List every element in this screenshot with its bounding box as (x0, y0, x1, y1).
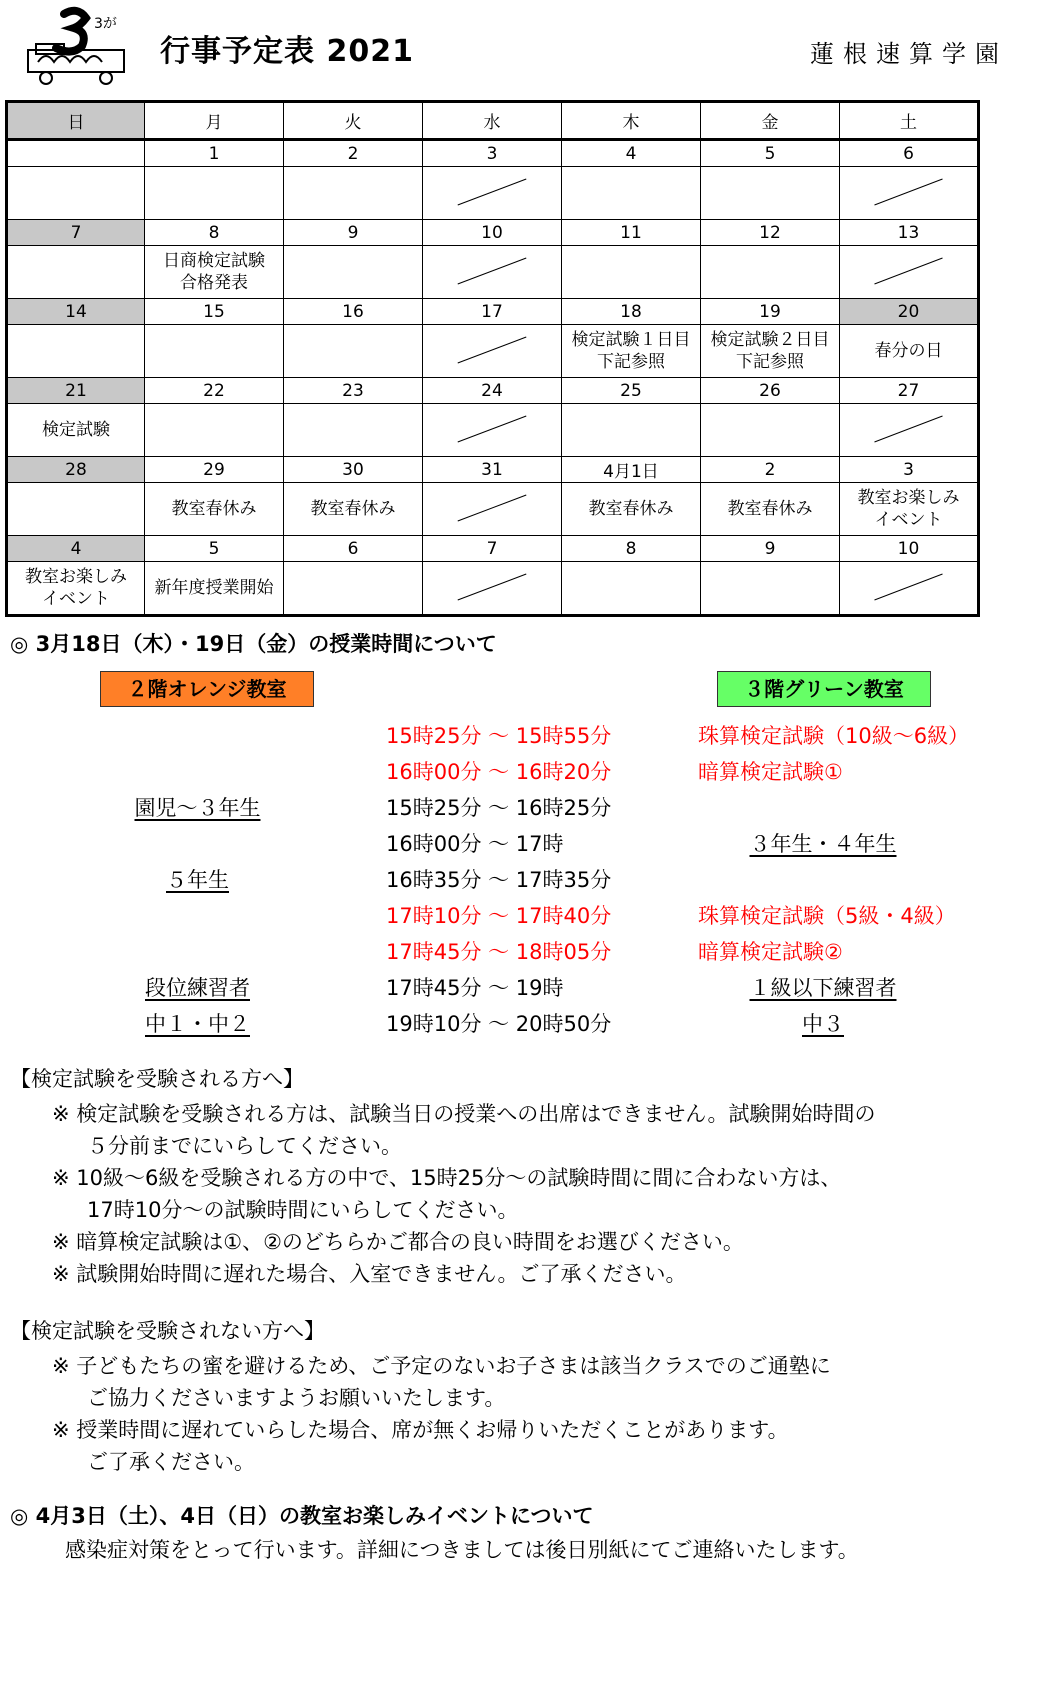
event-cell (284, 167, 423, 220)
schedule-title: ◎ 3月18日（木）・19日（金）の授業時間について (10, 632, 497, 656)
date-number: 6 (284, 536, 423, 562)
date-number: 9 (701, 536, 840, 562)
event-row (7, 325, 979, 378)
event-cell (701, 325, 840, 378)
event-cell (7, 167, 145, 220)
note-line: ※ 暗算検定試験は①、②のどちらかご都合の良い時間をお選びください。 (52, 1230, 744, 1254)
grade-label: 段位練習者 (145, 976, 250, 1000)
no-class-slash-icon (840, 167, 977, 219)
date-number: 7 (423, 536, 562, 562)
date-number: 13 (840, 220, 979, 246)
time-range: 16時35分 ～ 17時35分 (386, 868, 612, 892)
event-cell (562, 562, 701, 616)
date-number: 29 (145, 457, 284, 483)
event-cell (145, 483, 284, 536)
event-cell (562, 404, 701, 457)
event-cell (145, 167, 284, 220)
event-text: 教室春休み (727, 499, 813, 519)
event-cell (284, 404, 423, 457)
event-cell (840, 562, 979, 616)
no-class-slash-icon (423, 246, 561, 298)
event-cell (562, 483, 701, 536)
event-cell (701, 246, 840, 299)
event-cell (145, 325, 284, 378)
no-class-slash-icon (423, 562, 561, 614)
date-number: 20 (840, 299, 979, 325)
date-number: 23 (284, 378, 423, 404)
event-cell (701, 167, 840, 220)
event-text: 新年度授業開始 (154, 578, 274, 598)
exam-label: 暗算検定試験② (698, 940, 843, 964)
event-text: 検定試験 (42, 420, 110, 440)
page-title: 行事予定表 2021 (160, 34, 414, 69)
time-range: 15時25分 ～ 16時25分 (386, 796, 612, 820)
no-class-slash-icon (423, 325, 561, 377)
date-number: 6 (840, 140, 979, 167)
event-row (7, 483, 979, 536)
event-cell (840, 246, 979, 299)
event-section-body: 感染症対策をとって行います。詳細につきましては後日別紙にてご連絡いたします。 (65, 1538, 859, 1562)
event-cell (145, 246, 284, 299)
date-number: 9 (284, 220, 423, 246)
event-cell (284, 483, 423, 536)
event-cell (562, 246, 701, 299)
note-line: ※ 10級～6級を受験される方の中で、15時25分～の試験時間に間に合わない方は、 (52, 1166, 842, 1190)
event-text: 春分の日 (874, 341, 943, 361)
no-class-slash-icon (840, 404, 977, 456)
date-number: 10 (423, 220, 562, 246)
event-cell (145, 562, 284, 616)
weekday-header: 火 (284, 102, 423, 140)
event-text: 教室お楽しみ イベント (25, 567, 127, 609)
event-cell (7, 483, 145, 536)
time-range: 17時10分 ～ 17時40分 (386, 904, 612, 928)
date-number: 4月1日 (562, 457, 701, 483)
note-line: ご了承ください。 (87, 1450, 255, 1474)
time-range: 15時25分 ～ 15時55分 (386, 724, 612, 748)
date-row (7, 457, 979, 483)
note-line: ご協力くださいますようお願いいたします。 (87, 1386, 506, 1410)
event-cell (840, 404, 979, 457)
event-cell (423, 325, 562, 378)
grade-label: 中３ (802, 1012, 844, 1036)
date-number: 4 (562, 140, 701, 167)
room-green-label: ３階グリーン教室 (717, 671, 931, 707)
event-text: 教室お楽しみ イベント (857, 488, 960, 530)
no-class-slash-icon (423, 404, 561, 456)
event-cell (284, 325, 423, 378)
event-row (7, 562, 979, 616)
date-number: 16 (284, 299, 423, 325)
event-calendar (5, 100, 980, 617)
event-cell (701, 483, 840, 536)
logo-text: 3が (94, 16, 117, 32)
date-row (7, 299, 979, 325)
event-cell (145, 404, 284, 457)
time-range: 16時00分 ～ 16時20分 (386, 760, 612, 784)
date-row (7, 140, 979, 167)
date-number: 11 (562, 220, 701, 246)
date-number: 17 (423, 299, 562, 325)
grade-label: 園児～３年生 (134, 796, 261, 820)
time-range: 17時45分 ～ 19時 (386, 976, 564, 1000)
date-number: 8 (145, 220, 284, 246)
event-cell (423, 246, 562, 299)
date-number: 19 (701, 299, 840, 325)
date-number (7, 140, 145, 167)
event-cell (840, 325, 979, 378)
event-cell (423, 483, 562, 536)
date-number: 1 (145, 140, 284, 167)
event-cell (701, 404, 840, 457)
date-number: 28 (7, 457, 145, 483)
event-cell (284, 562, 423, 616)
event-cell (840, 483, 979, 536)
date-number: 8 (562, 536, 701, 562)
no-class-slash-icon (423, 167, 561, 219)
event-cell (284, 246, 423, 299)
event-cell (423, 562, 562, 616)
time-range: 19時10分 ～ 20時50分 (386, 1012, 612, 1036)
time-range: 17時45分 ～ 18時05分 (386, 940, 612, 964)
event-text: 検定試験１日目 下記参照 (571, 330, 691, 372)
note-line: ５分前までにいらしてください。 (87, 1134, 402, 1158)
date-number: 7 (7, 220, 145, 246)
no-class-slash-icon (840, 562, 977, 614)
date-number: 14 (7, 299, 145, 325)
event-cell (562, 167, 701, 220)
date-number: 30 (284, 457, 423, 483)
exam-label: 珠算検定試験（5級・4級） (698, 904, 956, 928)
date-number: 10 (840, 536, 979, 562)
date-number: 5 (145, 536, 284, 562)
date-number: 3 (840, 457, 979, 483)
date-number: 3 (423, 140, 562, 167)
event-cell (7, 404, 145, 457)
note-line: ※ 試験開始時間に遅れた場合、入室できません。ご了承ください。 (52, 1262, 687, 1286)
grade-label: 中１・中２ (145, 1012, 250, 1036)
event-cell (840, 167, 979, 220)
note-line: ※ 子どもたちの蜜を避けるため、ご予定のないお子さまは該当クラスでのご通塾に (52, 1354, 831, 1378)
room-orange-label: ２階オレンジ教室 (100, 671, 314, 707)
event-text: 教室春休み (310, 499, 396, 519)
event-cell (7, 325, 145, 378)
event-row (7, 246, 979, 299)
weekday-header: 水 (423, 102, 562, 140)
event-cell (562, 325, 701, 378)
date-number: 27 (840, 378, 979, 404)
grade-label: １級以下練習者 (749, 976, 897, 1000)
no-class-slash-icon (423, 483, 561, 535)
date-number: 18 (562, 299, 701, 325)
exam-label: 珠算検定試験（10級～6級） (698, 724, 970, 748)
grade-label: ５年生 (166, 868, 229, 892)
event-section-title: ◎ 4月3日（土）、4日（日）の教室お楽しみイベントについて (10, 1504, 594, 1528)
weekday-header: 月 (145, 102, 284, 140)
date-number: 25 (562, 378, 701, 404)
event-cell (7, 246, 145, 299)
date-number: 24 (423, 378, 562, 404)
event-text: 教室春休み (588, 499, 674, 519)
grade-label: ３年生・４年生 (749, 832, 897, 856)
date-row (7, 536, 979, 562)
weekday-header: 木 (562, 102, 701, 140)
date-row (7, 378, 979, 404)
weekday-header: 土 (840, 102, 979, 140)
date-number: 2 (284, 140, 423, 167)
event-cell (423, 404, 562, 457)
notes-nontakers-heading: 【検定試験を受験されない方へ】 (10, 1319, 325, 1343)
event-cell (701, 562, 840, 616)
date-number: 22 (145, 378, 284, 404)
event-text: 検定試験２日目 下記参照 (710, 330, 830, 372)
date-number: 5 (701, 140, 840, 167)
note-line: ※ 授業時間に遅れていらした場合、席が無くお帰りいただくことがあります。 (52, 1418, 789, 1442)
event-cell (423, 167, 562, 220)
date-number: 2 (701, 457, 840, 483)
exam-label: 暗算検定試験① (698, 760, 843, 784)
time-range: 16時00分 ～ 17時 (386, 832, 564, 856)
weekday-header: 金 (701, 102, 840, 140)
weekday-header-row (7, 102, 979, 140)
date-number: 26 (701, 378, 840, 404)
weekday-header: 日 (7, 102, 145, 140)
date-number: 4 (7, 536, 145, 562)
event-text: 教室春休み (171, 499, 257, 519)
note-line: 17時10分～の試験時間にいらしてください。 (87, 1198, 519, 1222)
event-row (7, 167, 979, 220)
school-name: 蓮根速算学園 (810, 40, 1008, 68)
event-cell (7, 562, 145, 616)
date-number: 12 (701, 220, 840, 246)
notes-takers-heading: 【検定試験を受験される方へ】 (10, 1067, 304, 1091)
date-number: 31 (423, 457, 562, 483)
no-class-slash-icon (840, 246, 977, 298)
school-logo (24, 6, 128, 86)
date-number: 15 (145, 299, 284, 325)
event-row (7, 404, 979, 457)
date-number: 21 (7, 378, 145, 404)
date-row (7, 220, 979, 246)
note-line: ※ 検定試験を受験される方は、試験当日の授業への出席はできません。試験開始時間の (52, 1102, 876, 1126)
event-text: 日商検定試験 合格発表 (163, 251, 265, 293)
